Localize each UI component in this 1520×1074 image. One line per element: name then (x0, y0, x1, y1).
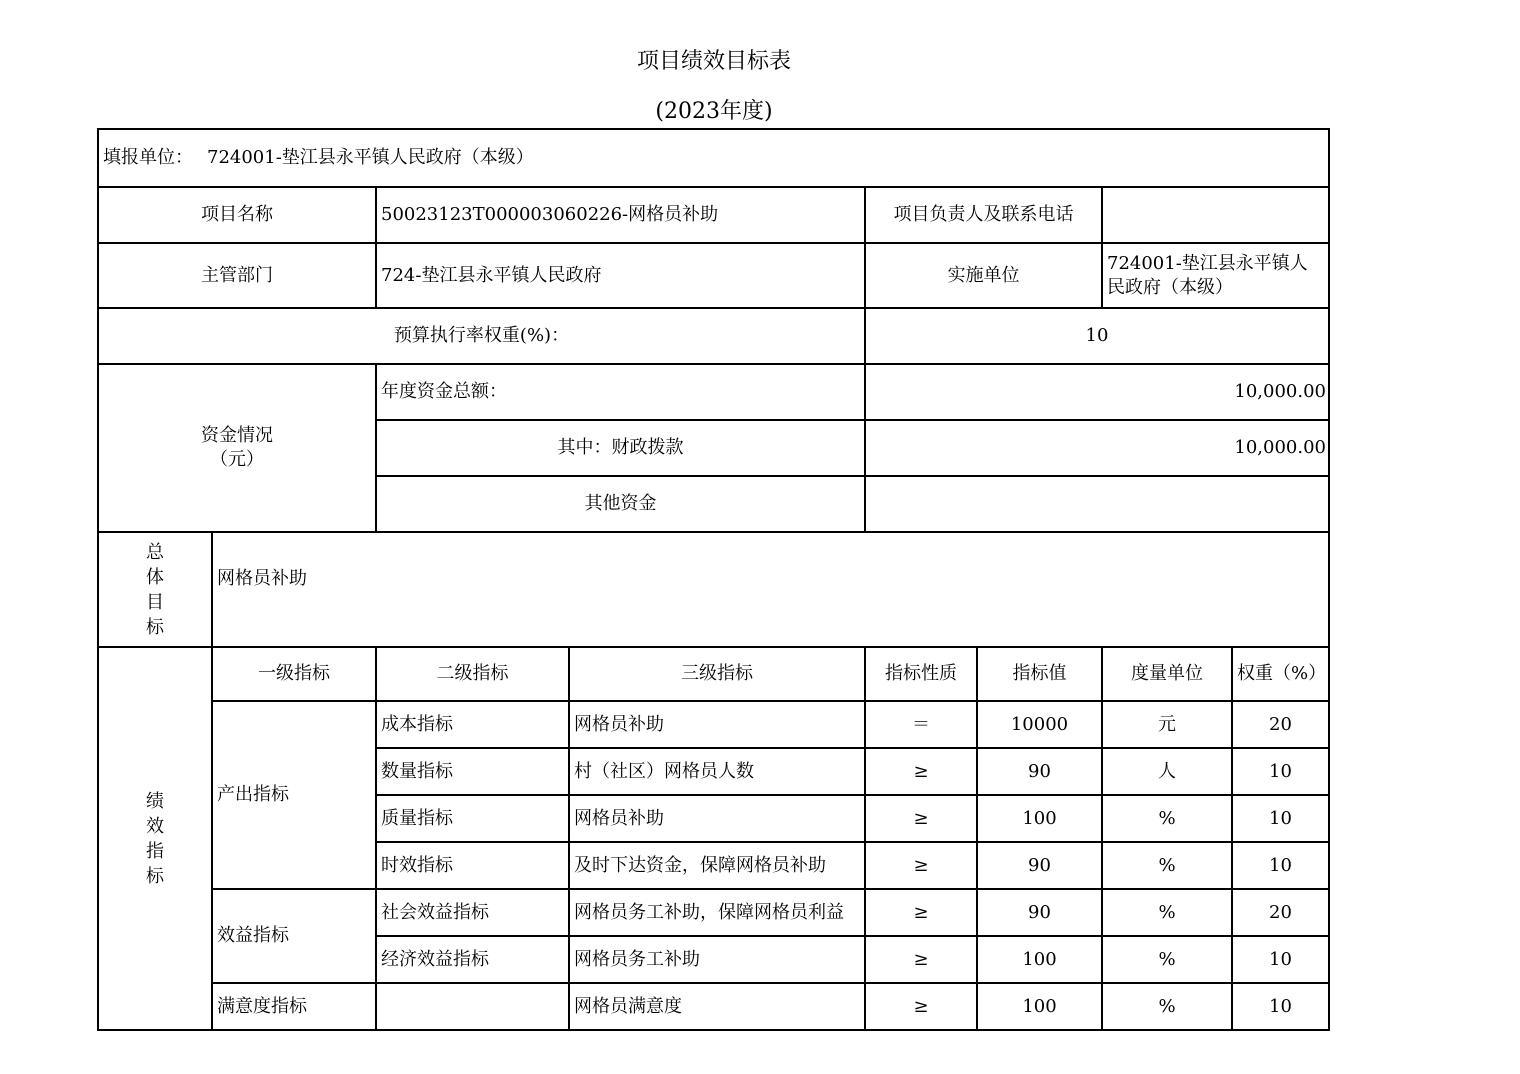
budget-weight-label: 预算执行率权重(%)： (98, 308, 865, 364)
header-level1: 一级指标 (212, 647, 376, 701)
weight-cell: 10 (1232, 748, 1329, 795)
weight-cell: 10 (1232, 842, 1329, 889)
nature-cell: ≥ (865, 795, 977, 842)
level2-cell (376, 983, 569, 1030)
level2-cell: 时效指标 (376, 842, 569, 889)
value-cell: 90 (977, 842, 1102, 889)
level3-cell: 及时下达资金，保障网格员补助 (569, 842, 865, 889)
fill-unit-cell (98, 129, 1329, 187)
fill-unit-label: 填报单位： (103, 147, 193, 168)
weight-cell: 10 (1232, 795, 1329, 842)
impl-unit-value: 724001-垫江县永平镇人民政府（本级） (1102, 243, 1329, 308)
level3-cell: 网格员补助 (569, 795, 865, 842)
unit-cell: 人 (1102, 748, 1232, 795)
funds-label (98, 364, 376, 532)
weight-cell: 10 (1232, 983, 1329, 1030)
department-value: 724-垫江县永平镇人民政府 (376, 243, 865, 308)
header-value: 指标值 (977, 647, 1102, 701)
overall-goal-text: 网格员补助 (212, 532, 1329, 647)
contact-value (1102, 187, 1329, 243)
unit-cell: 元 (1102, 701, 1232, 748)
project-name-value: 50023123T000003060226-网格员补助 (376, 187, 865, 243)
fiscal-funds-value: 10,000.00 (865, 420, 1329, 476)
value-cell: 10000 (977, 701, 1102, 748)
overall-goal-label: 总 体 目 标 (98, 532, 212, 647)
nature-cell: ≥ (865, 936, 977, 983)
level3-cell: 网格员务工补助，保障网格员利益 (569, 889, 865, 936)
header-level3: 三级指标 (569, 647, 865, 701)
level2-cell: 质量指标 (376, 795, 569, 842)
value-cell: 100 (977, 983, 1102, 1030)
budget-weight-value: 10 (865, 308, 1329, 364)
other-funds-value (865, 476, 1329, 532)
group-benefit: 效益指标 (212, 889, 376, 983)
annual-funds-label: 年度资金总额： (376, 364, 865, 420)
unit-cell: % (1102, 983, 1232, 1030)
page-title: 项目绩效目标表 (636, 49, 791, 74)
level3-cell: 网格员补助 (569, 701, 865, 748)
weight-cell: 10 (1232, 936, 1329, 983)
level2-cell: 成本指标 (376, 701, 569, 748)
level3-cell: 网格员务工补助 (569, 936, 865, 983)
weight-cell: 20 (1232, 889, 1329, 936)
nature-cell: ≥ (865, 842, 977, 889)
funds-label-line2: （元） (210, 449, 264, 470)
fiscal-funds-label: 其中：财政拨款 (376, 420, 865, 476)
group-satisfaction: 满意度指标 (212, 983, 376, 1030)
table-row (98, 701, 1329, 748)
header-nature: 指标性质 (865, 647, 977, 701)
table-row (98, 889, 1329, 936)
department-label: 主管部门 (98, 243, 376, 308)
weight-cell: 20 (1232, 701, 1329, 748)
project-name-label: 项目名称 (98, 187, 376, 243)
other-funds-label: 其他资金 (376, 476, 865, 532)
level2-cell: 社会效益指标 (376, 889, 569, 936)
header-unit: 度量单位 (1102, 647, 1232, 701)
fill-unit-value: 724001-垫江县永平镇人民政府（本级） (207, 147, 534, 168)
value-cell: 90 (977, 889, 1102, 936)
nature-cell: ＝ (865, 701, 977, 748)
group-output: 产出指标 (212, 701, 376, 889)
nature-cell: ≥ (865, 983, 977, 1030)
value-cell: 100 (977, 936, 1102, 983)
value-cell: 90 (977, 748, 1102, 795)
indicators-label: 绩 效 指 标 (98, 647, 212, 1030)
funds-label-line1: 资金情况 (201, 425, 273, 446)
header-level2: 二级指标 (376, 647, 569, 701)
unit-cell: % (1102, 889, 1232, 936)
table-row (98, 983, 1329, 1030)
performance-table (97, 128, 1330, 1031)
level3-cell: 村（社区）网格员人数 (569, 748, 865, 795)
value-cell: 100 (977, 795, 1102, 842)
level2-cell: 数量指标 (376, 748, 569, 795)
nature-cell: ≥ (865, 889, 977, 936)
unit-cell: % (1102, 842, 1232, 889)
level3-cell: 网格员满意度 (569, 983, 865, 1030)
unit-cell: % (1102, 795, 1232, 842)
nature-cell: ≥ (865, 748, 977, 795)
header-weight: 权重（%） (1232, 647, 1329, 701)
impl-unit-label: 实施单位 (865, 243, 1102, 308)
annual-funds-value: 10,000.00 (865, 364, 1329, 420)
year-subtitle: (2023年度) (655, 99, 773, 124)
level2-cell: 经济效益指标 (376, 936, 569, 983)
contact-label: 项目负责人及联系电话 (865, 187, 1102, 243)
unit-cell: % (1102, 936, 1232, 983)
